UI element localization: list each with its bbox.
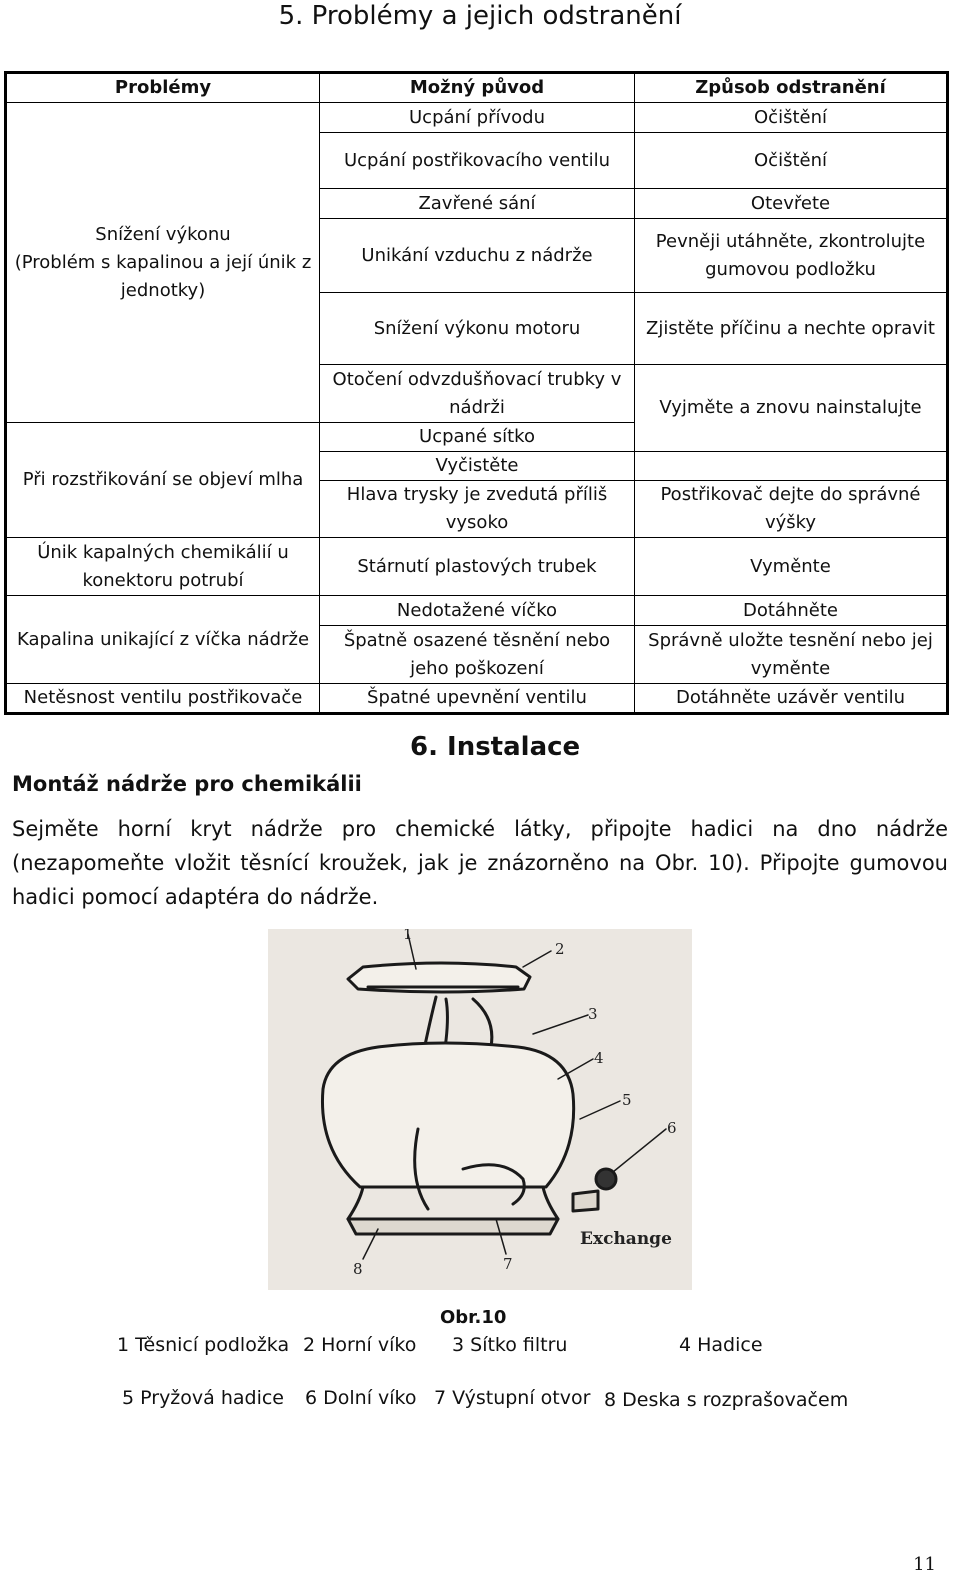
section-title-installation: 6. Instalace [410, 732, 581, 762]
remedy-cell: Otevřete [635, 189, 948, 219]
header-cause: Možný původ [320, 73, 635, 103]
connector-shape [573, 1191, 598, 1211]
problem-cell: Při rozstřikování se objeví mlha [6, 423, 320, 538]
cause-cell: Špatně osazené těsnění nebo jeho poškození [320, 626, 635, 684]
remedy-cell: Dotáhněte [635, 596, 948, 626]
table-row [6, 103, 948, 133]
diagram-label: 5 [622, 1091, 632, 1109]
problem-cell: Únik kapalných chemikálií u konektoru potrubí [6, 538, 320, 596]
cause-cell: Ucpané sítko [320, 423, 635, 452]
problem-cell: Netěsnost ventilu postřikovače [6, 684, 320, 714]
header-remedy: Způsob odstranění [635, 73, 948, 103]
cause-cell: Otočení odvzdušňovací trubky v nádrži [320, 365, 635, 423]
subsection-title: Montáž nádrže pro chemikálii [12, 772, 362, 796]
remedy-cell: Vyjměte a znovu nainstalujte [635, 365, 948, 452]
tank-diagram [268, 929, 692, 1290]
page-number: 11 [913, 1554, 936, 1575]
legend-item: 2 Horní víko [303, 1334, 417, 1356]
tank-body-shape [322, 1043, 573, 1187]
legend-item: 1 Těsnicí podložka [117, 1334, 290, 1356]
header-problem: Problémy [6, 73, 320, 103]
remedy-cell: Vyčistěte [320, 452, 635, 481]
cause-cell: Nedotažené víčko [320, 596, 635, 626]
diagram-label: 4 [594, 1049, 604, 1067]
diagram-label: 3 [588, 1005, 598, 1023]
remedy-cell: Zjistěte příčinu a nechte opravit [635, 293, 948, 365]
table-row [6, 596, 948, 626]
table-row [6, 538, 948, 596]
remedy-cell: Správně uložte tesnění nebo jej vyměnte [635, 626, 948, 684]
cause-cell: Ucpání přívodu [320, 103, 635, 133]
section-title-problems: 5. Problémy a jejich odstranění [278, 1, 682, 31]
cause-cell: Hlava trysky je zvedutá příliš vysoko [320, 481, 635, 538]
legend-item: 5 Pryžová hadice [122, 1387, 284, 1409]
table-header-row [6, 73, 948, 103]
legend-item: 3 Sítko filtru [452, 1334, 568, 1356]
diagram-label: 2 [555, 940, 565, 958]
remedy-cell: Očištění [635, 103, 948, 133]
legend-item: 4 Hadice [679, 1334, 763, 1356]
remedy-cell: Očištění [635, 133, 948, 189]
cause-cell: Unikání vzduchu z nádrže [320, 219, 635, 293]
figure-caption: Obr.10 [440, 1307, 507, 1328]
legend-item: 6 Dolní víko [305, 1387, 417, 1409]
problem-cell: Snížení výkonu (Problém s kapalinou a její únik z jednotky) [6, 103, 320, 423]
diagram-label: 8 [353, 1260, 363, 1278]
remedy-cell: Postřikovač dejte do správné výšky [635, 481, 948, 538]
problem-cell: Kapalina unikající z víčka nádrže [6, 596, 320, 684]
diagram-label: 7 [503, 1255, 513, 1273]
installation-paragraph: Sejměte horní kryt nádrže pro chemické látky, připojte hadici na dno nádrže (nezapomeňte vložit těsnící kroužek, jak je znázorněno na Obr. 10). Připojte gumovou hadici pomocí adaptéra do nádrže. [12, 817, 948, 909]
remedy-cell: Dotáhněte uzávěr ventilu [635, 684, 948, 714]
sprayer-plate-shape [348, 1219, 558, 1234]
cause-cell: Zavřené sání [320, 189, 635, 219]
diagram-label: 6 [667, 1119, 677, 1137]
cause-cell: Snížení výkonu motoru [320, 293, 635, 365]
remedy-cell: Pevněji utáhněte, zkontrolujte gumovou podložku [635, 219, 948, 293]
legend-item: 8 Deska s rozprašovačem [604, 1389, 849, 1411]
cause-cell: Ucpání postřikovacího ventilu [320, 133, 635, 189]
cause-cell: Špatné upevnění ventilu [320, 684, 635, 714]
troubleshooting-table [4, 71, 949, 715]
remedy-cell: Vyměnte [635, 538, 948, 596]
diagram-label: 1 [403, 929, 413, 943]
diagram-exchange-text: Exchange [580, 1229, 672, 1249]
legend-item: 7 Výstupní otvor [434, 1387, 591, 1409]
cause-cell: Stárnutí plastových trubek [320, 538, 635, 596]
table-row [6, 684, 948, 714]
